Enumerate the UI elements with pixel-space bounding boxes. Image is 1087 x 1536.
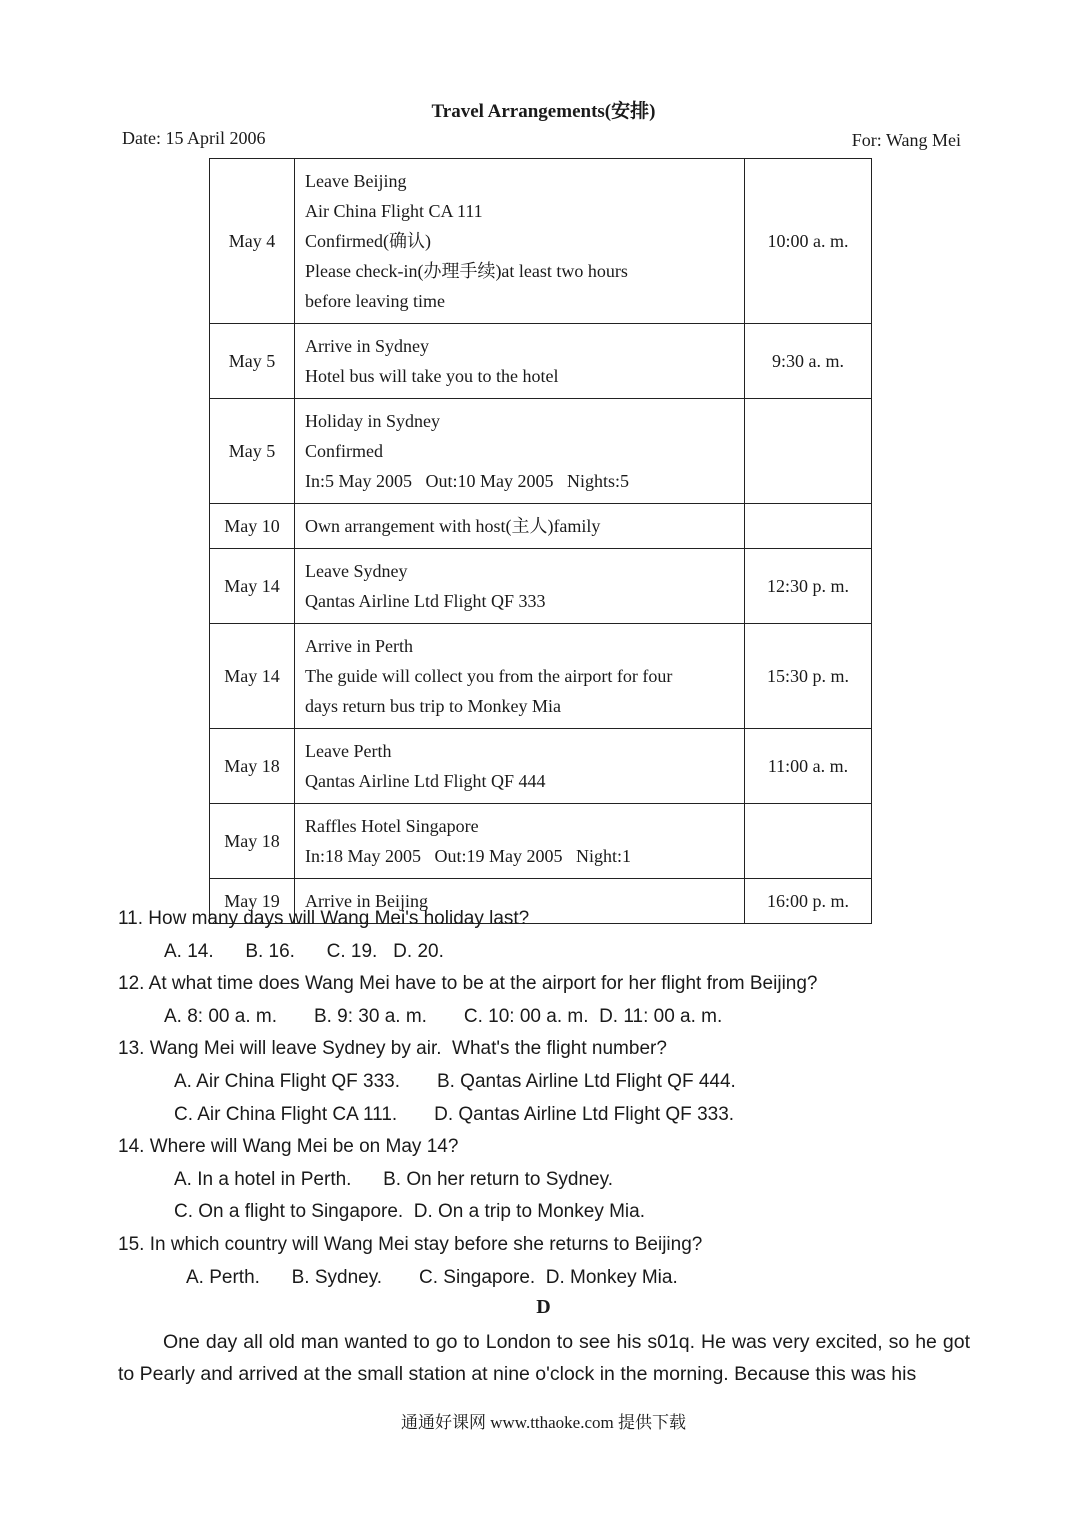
- schedule-description-line: Hotel bus will take you to the hotel: [305, 366, 559, 386]
- schedule-description: [295, 804, 745, 879]
- schedule-description-line: days return bus trip to Monkey Mia: [305, 696, 561, 716]
- schedule-description-line: Qantas Airline Ltd Flight QF 444: [305, 771, 546, 791]
- schedule-description-line: Qantas Airline Ltd Flight QF 333: [305, 591, 546, 611]
- schedule-date: May 18: [210, 804, 295, 879]
- section-heading: D: [536, 1296, 551, 1318]
- schedule-description: [295, 729, 745, 804]
- schedule-row: [210, 159, 872, 324]
- schedule-time: 16:00 p. m.: [745, 879, 872, 924]
- schedule-time: 10:00 a. m.: [745, 159, 872, 324]
- schedule-description-line: Arrive in Beijing: [305, 891, 428, 911]
- schedule-description-line: In:18 May 2005 Out:19 May 2005 Night:1: [305, 846, 631, 866]
- recipient-label: For: Wang Mei: [851, 130, 961, 150]
- schedule-description: [295, 324, 745, 399]
- schedule-description-line: Confirmed(确认): [305, 231, 431, 251]
- schedule-row: [210, 324, 872, 399]
- schedule-date: May 5: [210, 399, 295, 504]
- schedule-row: [210, 504, 872, 549]
- schedule-description: [295, 624, 745, 729]
- schedule-description-line: Own arrangement with host(主人)family: [305, 516, 601, 536]
- question-11-options: A. 14. B. 16. C. 19. D. 20.: [164, 940, 444, 962]
- schedule-description-line: before leaving time: [305, 291, 445, 311]
- schedule-description-line: In:5 May 2005 Out:10 May 2005 Nights:5: [305, 471, 629, 491]
- schedule-row: [210, 624, 872, 729]
- schedule-description-line: Please check-in(办理手续)at least two hours: [305, 261, 628, 281]
- date-label: Date: 15 April 2006: [122, 128, 266, 148]
- question-13-options-cd: C. Air China Flight CA 111. D. Qantas Airline Ltd Flight QF 333.: [174, 1103, 735, 1125]
- schedule-date: May 5: [210, 324, 295, 399]
- question-15-options: A. Perth. B. Sydney. C. Singapore. D. Monkey Mia.: [186, 1266, 678, 1288]
- schedule-time: [745, 399, 872, 504]
- reading-passage: One day all old man wanted to go to London to see his s01q. He was very excited, so he got to Pearly and arrived at the small station at nine o'clock in the morning. Because this was his: [118, 1331, 970, 1385]
- schedule-description: [295, 399, 745, 504]
- schedule-description-line: Holiday in Sydney: [305, 411, 440, 431]
- schedule-description: [295, 504, 745, 549]
- schedule-date: May 18: [210, 729, 295, 804]
- schedule-description-line: Confirmed: [305, 441, 383, 461]
- questions-block: [118, 903, 978, 1294]
- schedule-description-line: Leave Sydney: [305, 561, 408, 581]
- schedule-time: 15:30 p. m.: [745, 624, 872, 729]
- schedule-row: [210, 399, 872, 504]
- schedule-row: [210, 729, 872, 804]
- schedule-description-line: Arrive in Perth: [305, 636, 413, 656]
- schedule-date: May 14: [210, 549, 295, 624]
- schedule-time: 12:30 p. m.: [745, 549, 872, 624]
- schedule-time: 9:30 a. m.: [745, 324, 872, 399]
- schedule-description-line: Leave Beijing: [305, 171, 407, 191]
- schedule-description-line: Air China Flight CA 111: [305, 201, 483, 221]
- footer-credit: 通通好课网 www.tthaoke.com 提供下载: [400, 1413, 687, 1432]
- schedule-date: May 14: [210, 624, 295, 729]
- schedule-description-line: Leave Perth: [305, 741, 392, 761]
- schedule-description-line: Arrive in Sydney: [305, 336, 429, 356]
- question-12: 12. At what time does Wang Mei have to be at the airport for her flight from Beijing?: [118, 973, 818, 995]
- schedule-row: [210, 804, 872, 879]
- schedule-description-line: The guide will collect you from the airport for four: [305, 666, 673, 686]
- question-12-options: A. 8: 00 a. m. B. 9: 30 a. m. C. 10: 00 a. m. D. 11: 00 a. m.: [164, 1005, 723, 1027]
- question-14-options-cd: C. On a flight to Singapore. D. On a trip to Monkey Mia.: [174, 1201, 645, 1223]
- question-14-options-ab: A. In a hotel in Perth. B. On her return to Sydney.: [174, 1168, 613, 1190]
- schedule-table: [209, 158, 872, 924]
- question-13-options-ab: A. Air China Flight QF 333. B. Qantas Airline Ltd Flight QF 444.: [174, 1070, 736, 1092]
- page-title: Travel Arrangements(安排): [431, 101, 656, 122]
- schedule-date: May 19: [210, 879, 295, 924]
- question-13: 13. Wang Mei will leave Sydney by air. What's the flight number?: [118, 1038, 667, 1060]
- schedule-row: [210, 549, 872, 624]
- schedule-description-line: Raffles Hotel Singapore: [305, 816, 479, 836]
- question-14: 14. Where will Wang Mei be on May 14?: [118, 1136, 459, 1158]
- schedule-date: May 4: [210, 159, 295, 324]
- schedule-description: [295, 549, 745, 624]
- schedule-description: [295, 159, 745, 324]
- schedule-time: [745, 504, 872, 549]
- schedule-time: 11:00 a. m.: [745, 729, 872, 804]
- schedule-time: [745, 804, 872, 879]
- schedule-date: May 10: [210, 504, 295, 549]
- question-15: 15. In which country will Wang Mei stay before she returns to Beijing?: [118, 1233, 703, 1255]
- question-11: 11. How many days will Wang Mei's holiday last?: [118, 908, 530, 929]
